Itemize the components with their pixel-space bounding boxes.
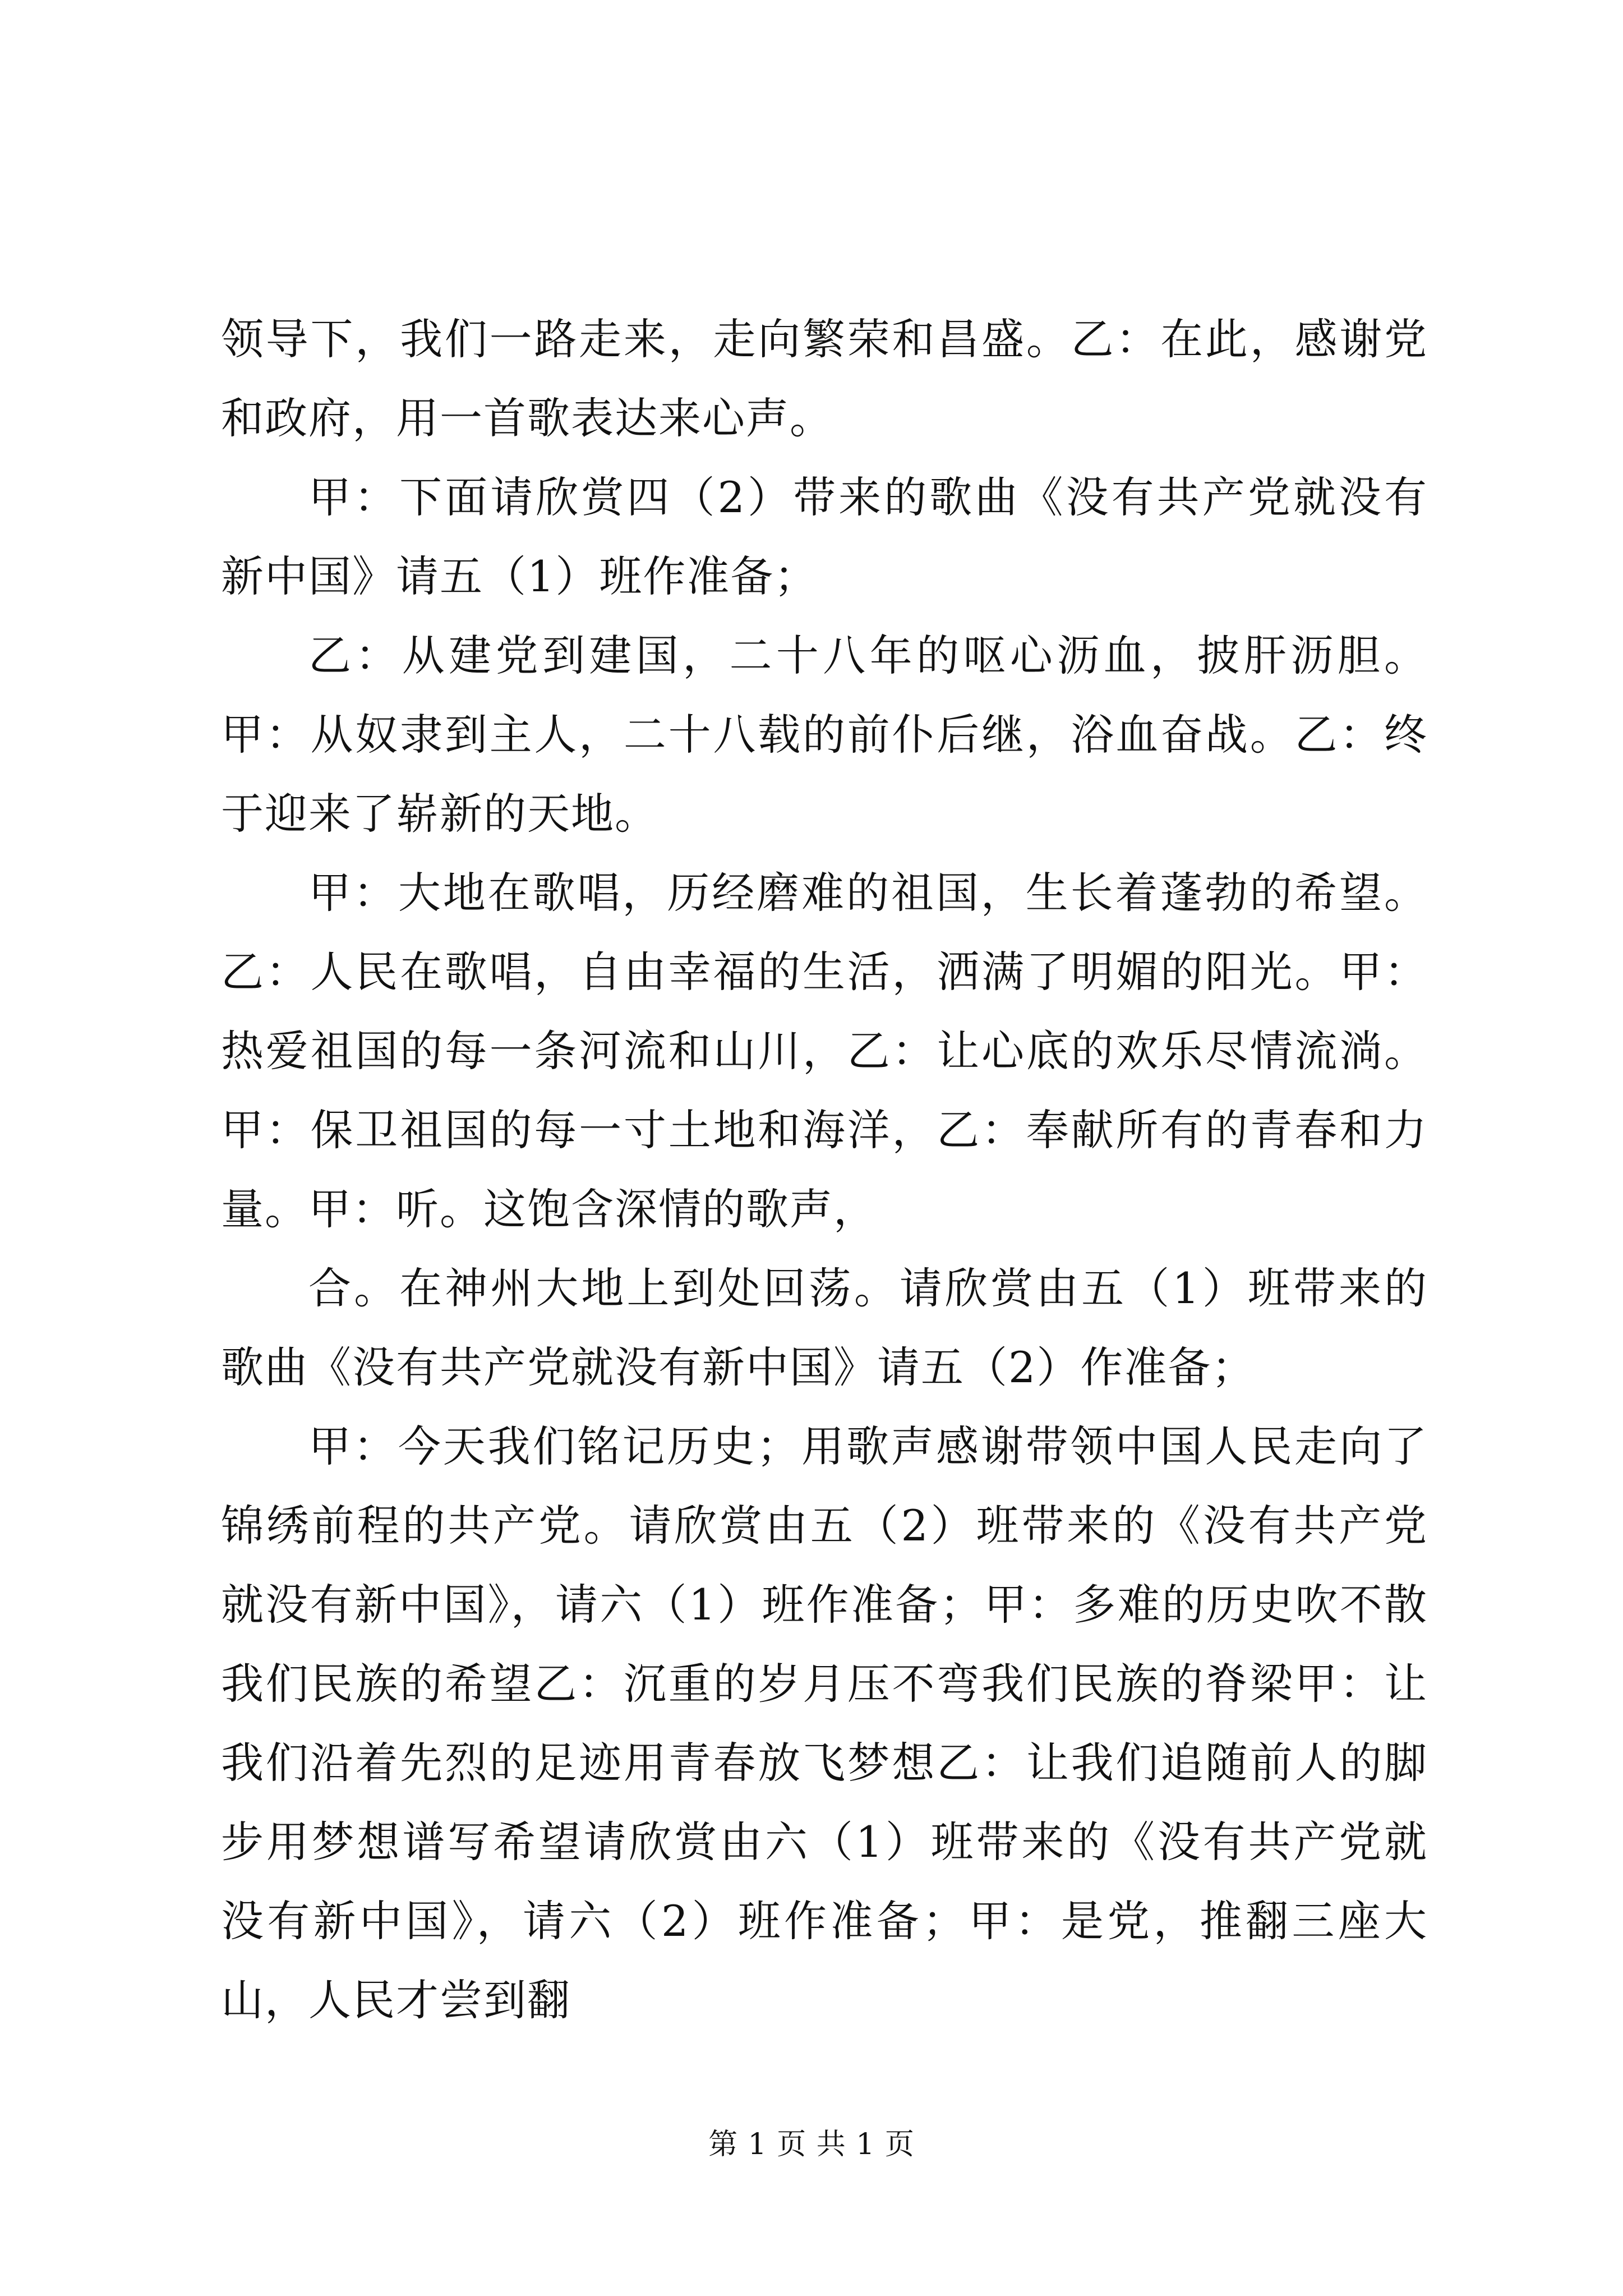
page-number-footer: 第 1 页 共 1 页 bbox=[708, 2128, 915, 2161]
paragraph-2: 甲：下面请欣赏四（2）带来的歌曲《没有共产党就没有新中国》请五（1）班作准备； bbox=[221, 472, 1428, 601]
paragraph-1: 领导下，我们一路走来，走向繁荣和昌盛。乙：在此，感谢党和政府，用一首歌表达来心声。 bbox=[221, 314, 1428, 443]
paragraph-3: 乙：从建党到建国，二十八年的呕心沥血，披肝沥胆。甲：从奴隶到主人，二十八载的前仆后继，浴血奋战。乙：终于迎来了崭新的天地。 bbox=[221, 631, 1428, 839]
paragraph-4: 甲：大地在歌唱，历经磨难的祖国，生长着蓬勃的希望。乙：人民在歌唱，自由幸福的生活，洒满了明媚的阳光。甲：热爱祖国的每一条河流和山川，乙：让心底的欢乐尽情流淌。甲：保卫祖国的每一寸土地和海洋，乙：奉献所有的青春和力量。甲：听。这饱含深情的歌声， bbox=[221, 868, 1428, 1234]
paragraph-6: 甲：今天我们铭记历史；用歌声感谢带领中国人民走向了锦绣前程的共产党。请欣赏由五（2）班带来的《没有共产党就没有新中国》，请六（1）班作准备；甲：多难的历史吹不散我们民族的希望乙：沉重的岁月压不弯我们民族的脊梁甲：让我们沿着先烈的足迹用青春放飞梦想乙：让我们追随前人的脚步用梦想谱写希望请欣赏由六（1）班带来的《没有共产党就没有新中国》，请六（2）班作准备；甲：是党，推翻三座大山，人民才尝到翻 bbox=[221, 1421, 1428, 2025]
document-body bbox=[221, 300, 1428, 2040]
paragraph-5: 合。在神州大地上到处回荡。请欣赏由五（1）班带来的歌曲《没有共产党就没有新中国》请五（2）作准备； bbox=[221, 1263, 1428, 1392]
